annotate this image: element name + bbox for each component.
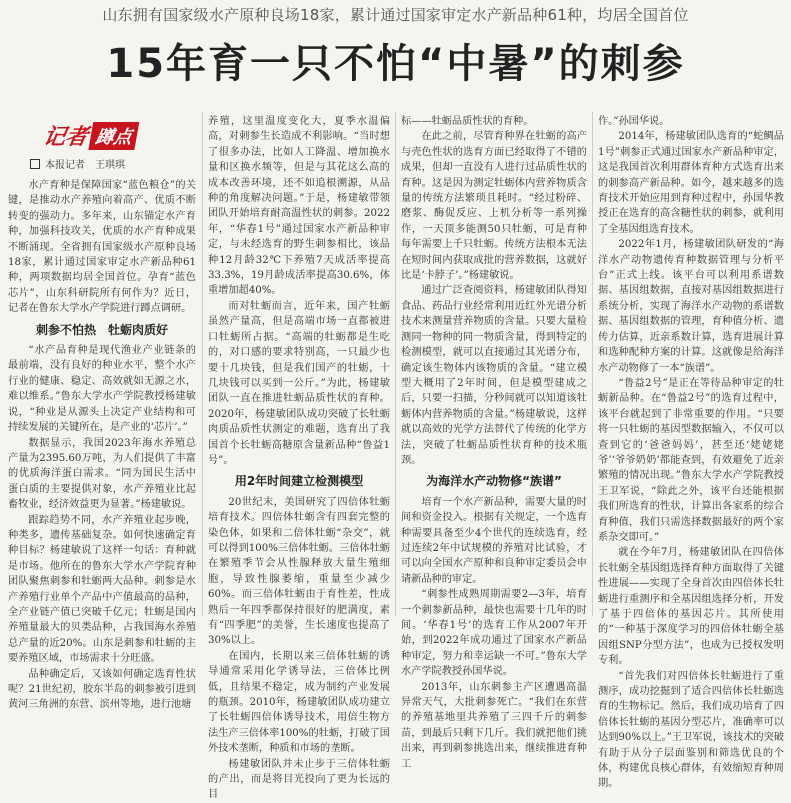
column-divider [592,112,593,616]
square-icon [30,159,40,169]
paragraph: 在此之前，尽管育种界在牡蛎的高产与壳色性状的选育方面已经取得了不错的成果，但却一直没有人进行过品质性状的育种。这是因为测定牡蛎体内营养物质含量的传统方法繁琐且耗时。“经过粉碎、磨浆、酶促反应、上机分析等一系列操作，一天顶多能测50只牡蛎，可是育种每年需要上千只牡蛎。传统方法根本无法在短时间内获取成批的营养数据，这就好比是‘卡脖子’。”杨建敏说。 [401,131,587,282]
paragraph: 杨建敏团队并未止步于三倍体牡蛎的产出，而是将目光投向了更为长远的目 [208,758,390,801]
section-heading: 用2年时间建立检测模型 [234,474,364,489]
article-column-3 [401,114,587,770]
paragraph: 就在今年7月，杨建敏团队在四倍体长牡蛎全基因组选择育种方面取得了关键性进展——实现了全身首次由四倍体长牡蛎进行重测序和全基因组选择分析，开发了基于四倍体的基因芯片。其所使用的“一种基于深度学习的四倍体牡蛎全基因组SNP分型方法”，也成为已授权发明专利。 [598,547,784,667]
paragraph: 而对牡蛎而言，近年来，国产牡蛎虽然产量高，但是高端市场一直都被进口牡蛎所占据。“高端的牡蛎都是生吃的，对口感的要求特别高，一只最少也要十几块钱，但是我们国产的牡蛎，十几块钱可以买到一公斤。”为此，杨建敏团队一直在推进牡蛎品质性状的育种。2020年，杨建敏团队成功突破了长牡蛎肉质品质性状测定的难题，选育出了我国首个长牡蛎高糖原含量新品种“鲁益1号”。 [208,300,390,466]
paragraph: 通过广泛查阅资料，杨建敏团队得知食品、药品行业经常利用近红外光谱分析技术来测量营养物质的含量。只要大量检测同一物种的同一物质含量，得到特定的检测模型，就可以直接通过其光谱分布，确定该生物体内该物质的含量。“建立模型大概用了2年时间，但是模型建成之后，只要一扫描，分秒间就可以知道该牡蛎体内营养物质的含量。”杨建敏说，这样就以高效的光学方法替代了传统的化学方法，突破了牡蛎品质性状育种的技术瓶颈。 [401,285,587,466]
paragraph: “刺参性成熟周期需要2—3年，培育一个刺参新品种，最快也需要十几年的时间。‘华春1号’的选育工作从2007年开始，到2022年成功通过了国家水产新品种审定，努力和幸运缺一不可。”鲁东大学水产学院教授孙国华说。 [401,589,587,678]
reporter-column-logo [41,120,166,150]
paragraph: “鲁益2号”是正在等待品种审定的牡蛎新品种。在“鲁益2号”的选育过程中，该平台就起到了非常重要的作用。“只要将一只牡蛎的基因型数据输入，不仅可以查到它的‘爸爸妈妈’，甚至还‘姥姥姥爷’‘爷爷奶奶’都能查到，有效避免了近亲繁殖的情况出现。”鲁东大学水产学院教授王卫军说，“除此之外，该平台还能根据我们所选育的性状，计算出各家系的综合育种值，我们只需选择数据最好的两个家系杂交即可。” [598,377,784,543]
column-divider [202,112,203,616]
paragraph: 2014年，杨建敏团队选育的“蛇鲷品1号”刺参正式通过国家水产新品种审定，这是我国首次利用群体育种方式选育出来的刺参高产新品种。如今，越来越多的选育技术开始应用到育种过程中，孙国华教授正在选育的高含糖性状的刺参，就利用了全基因组选育技术。 [598,131,784,235]
article-headline: 15年育一只不怕“中暑”的刺参 [106,41,685,87]
byline-text: 本报记者 王琪琪 [45,160,125,171]
paragraph: 品种确定后，又该如何确定选育性状呢？21世纪初，胶东半岛的刺参被引进到黄河三角洲的东营、滨州等地，进行池塘 [8,668,196,711]
column-divider [395,112,396,616]
paragraph: 水产育种是保障国家“蓝色粮仓”的关键，是推动水产养殖向着高产、优质不断转变的强动力。多年来，山东锚定水产育种，加强科技攻关，优质的水产育种成果不断涌现。全省拥有国家级水产原种良场18家，累计通过国家审定水产新品种61种，两项数据均居全国首位。孕育“蓝色芯片”，山东科研院所有何作为？近日，记者在鲁东大学水产学院进行蹲点调研。 [8,180,196,315]
paragraph: 培育一个水产新品种，需要大量的时间和资金投入。根据有关规定，一个选育种需要具备至少4个世代的连续选育，经过连续2年中试规模的养殖对比试验，才可以向全国水产原种和良种审定委员会申请新品种的审定。 [401,496,587,585]
paragraph: 跟踪趋势不同，水产养殖业起步晚，种类多，遗传基础复杂。如何快速确定育种目标？杨建敏说了这样一句话：育种就是市场。他所在的鲁东大学水产学院育种团队聚焦刺参和牡蛎两大品种。刺参是水产养殖行业单个产品中产值最高的品种，全产业链产值已突破千亿元；牡蛎是国内养殖量最大的贝类品种，占我国海水养殖总产量的近20%。山东是刺参和牡蛎的主要养殖区域，市场需求十分旺盛。 [8,514,196,665]
article-column-4 [598,114,784,790]
article-column-2 [208,114,390,801]
paragraph: “水产品育种是现代渔业产业链条的最前端，没有良好的种业水平，整个水产行业的健康、稳定、高效就如无源之水，难以维系。”鲁东大学水产学院教授杨建敏说，“种业是从源头上决定产业结构和可持续发展的关键所在，是产业的‘芯片’。” [8,345,196,434]
paragraph: 2013年，山东刺参主产区遭遇高温异常天气，大批刺参死亡。“我们在东营的养殖基地里共养殖了三四千斤的刺参苗，到最后只剩下几斤。我们就把他们挑出来，再到刺参挑选出来，继续推进育种工 [401,681,587,770]
paragraph: 标——牡蛎品质性状的育种。 [401,116,534,127]
section-heading: 为海洋水产动物修“族谱” [426,474,562,489]
paragraph: 数据显示，我国2023年海水养殖总产量为2395.60万吨，为人们提供了丰富的优质海洋蛋白需求。“同为国民生活中蛋白质的主要提供对象，水产养殖业比起畜牧业，经济效益更为显著。”杨建敏说。 [8,437,196,511]
paragraph: 20世纪末，美国研究了四倍体牡蛎培育技术。四倍体牡蛎含有四套完整的染色体，如果和二倍体牡蛎“杂交”，就可以得到100%三倍体牡蛎。三倍体牡蛎在繁殖季节会从性腺释放大量生殖细胞，导致性腺萎缩，重量至少减少60%。而三倍体牡蛎由于育性差，性成熟后一年四季都保持很好的肥满度，素有“四季肥”的美誉，生长速度也提高了30%以上。 [208,496,390,647]
article-subtitle: 山东拥有国家级水产原种良场18家，累计通过国家审定水产新品种61种，均居全国首位 [102,6,689,24]
paragraph: 作。”孙国华说。 [598,116,670,127]
section-heading: 刺参不怕热 牡蛎肉质好 [35,322,168,337]
paragraph: 养殖，这里温度变化大，夏季水温偏高，对刺参生长造成不利影响。“当时想了很多办法，比如人工降温、增加换水量和区换水频等，但是与其花这么高的成本改善环境，还不如追根溯源，从品种的角度解决问题。”于是，杨建敏带领团队开始培育耐高温性状的刺参。2022年，“华春1号”通过国家水产新品种审定，与未经选育的野生刺参相比，该品种12月龄32℃下养殖7天成活率提高33.3%，19月龄成活率提高30.6%，体重增加超40%。 [208,116,390,297]
paragraph: 2022年1月，杨建敏团队研发的“海洋水产动物遗传育种数据管理与分析平台”正式上线。该平台可以利用系谱数据、基因组数据，直接对基因组数据进行系统分析，实现了海洋水产动物的系谱数据、基因组数据的管理，育种值分析、遗传力估算，近亲系数计算，选育进展计算和选种配种方案的计算。这就像是给海洋水产动物修了一本“族谱”。 [598,239,784,374]
article-column-1 [8,178,196,711]
paragraph: “首先我们对四倍体长牡蛎进行了重测序，成功挖掘到了适合四倍体长牡蛎选育的生物标记。然后，我们成功培育了四倍体长牡蛎的基因分型芯片，准确率可以达到90%以上。”王卫军说，该技术的突破有助于从分子层面鉴别和筛选优良的个体，构建优良核心群体，有效缩短育种周期。 [598,670,784,790]
logo-text-reporter: 记者 [41,125,90,150]
logo-text-field: 蹲点 [88,122,139,150]
byline [30,156,125,171]
paragraph: 在国内，长期以来三倍体牡蛎的诱导通常采用化学诱导法，三倍体比例低，且结果不稳定，成为制约产业发展的瓶颈。2010年，杨建敏团队成功建立了长牡蛎四倍体诱导技术，用倍生物方法生产三倍体率100%的牡蛎，打破了国外技术垄断，种质和市场的垄断。 [208,650,390,755]
